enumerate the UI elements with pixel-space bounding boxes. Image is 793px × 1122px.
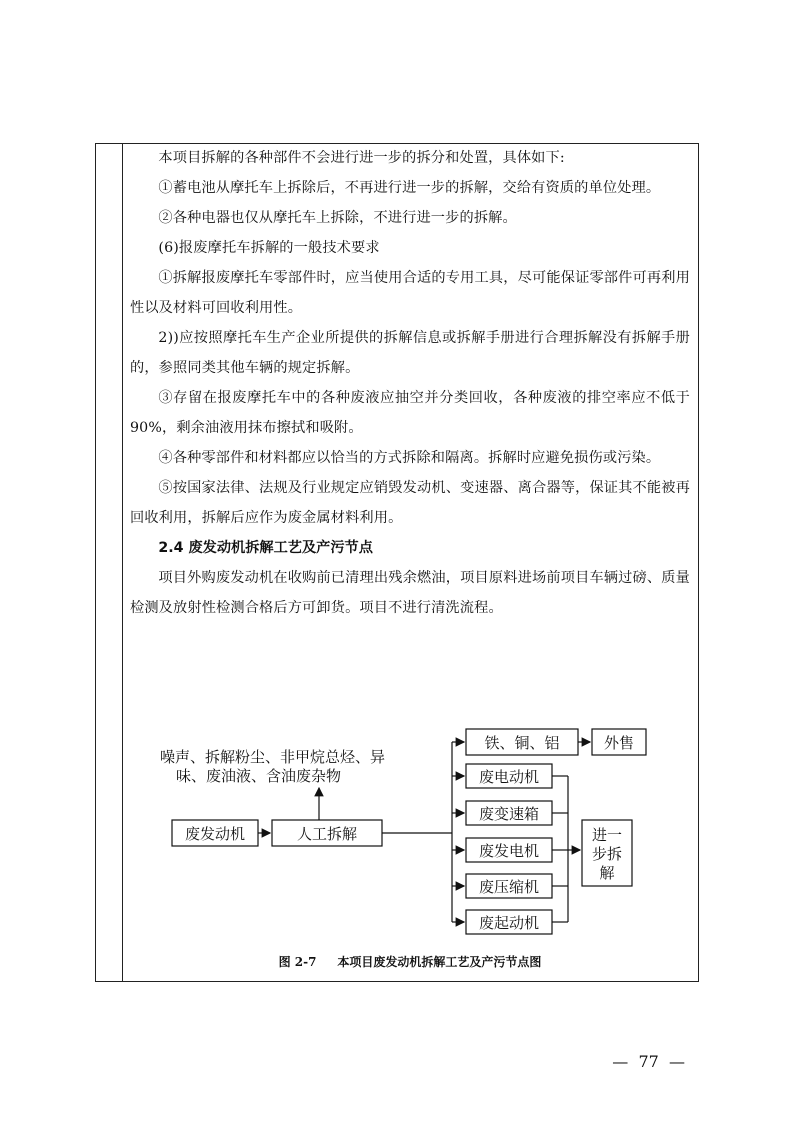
table-column-divider xyxy=(122,143,123,982)
pollutants-text-line1: 噪声、拆解粉尘、非甲烷总烃、异 xyxy=(160,748,386,766)
component-branch-5 xyxy=(452,910,552,934)
paragraph-6: 2))应按照摩托车生产企业所提供的拆解信息或拆解手册进行合理拆解没有拆解手册的，参照同类其他车辆的规定拆解。 xyxy=(130,330,690,376)
process-flow-diagram xyxy=(130,718,690,938)
component-label-5: 废起动机 xyxy=(478,914,540,932)
paragraph-4: (6)报废摩托车拆解的一般技术要求 xyxy=(158,240,380,256)
component-label-4: 废压缩机 xyxy=(478,878,540,896)
further-label-2: 步拆 xyxy=(591,845,623,863)
paragraph-9: ⑤按国家法律、法规及行业规定应销毁发动机、变速器、离合器等，保证其不能被再回收利用，拆解后应作为废金属材料利用。 xyxy=(130,480,690,526)
section-heading: 2.4 废发动机拆解工艺及产污节点 xyxy=(158,540,373,556)
document-body xyxy=(130,143,690,623)
component-branch-1 xyxy=(452,764,552,788)
further-label-3: 解 xyxy=(599,864,615,882)
paragraph-8: ④各种零部件和材料都应以恰当的方式拆除和隔离。拆解时应避免损伤或污染。 xyxy=(158,450,661,466)
component-branch-2 xyxy=(452,801,552,825)
component-branch-4 xyxy=(452,874,552,898)
paragraph-1: 本项目拆解的各种部件不会进行进一步的拆分和处置，具体如下: xyxy=(158,150,565,166)
component-branch-3 xyxy=(452,838,552,862)
pollutants-text-line2: 味、废油液、含油废杂物 xyxy=(176,767,342,785)
paragraph-3: ②各种电器也仅从摩托车上拆除，不进行进一步的拆解。 xyxy=(158,210,517,226)
sale-label: 外售 xyxy=(603,734,635,752)
component-label-1: 废电动机 xyxy=(478,768,540,786)
page-number: — 77 — xyxy=(612,1052,685,1071)
paragraph-7: ③存留在报废摩托车中的各种废液应抽空并分类回收，各种废液的排空率应不低于 90%，剩余油液用抹布擦拭和吸附。 xyxy=(130,390,690,436)
paragraph-5: ①拆解报废摩托车零部件时，应当使用合适的专用工具，尽可能保证零部件可再利用性以及材料可回收利用性。 xyxy=(130,270,690,316)
section-intro: 项目外购废发动机在收购前已清理出残余燃油，项目原料进场前项目车辆过磅、质量检测及放射性检测合格后方可卸货。项目不进行清洗流程。 xyxy=(130,570,690,616)
paragraph-2: ①蓄电池从摩托车上拆除后，不再进行进一步的拆解，交给有资质的单位处理。 xyxy=(158,180,661,196)
figure-caption: 图 2-7 本项目废发动机拆解工艺及产污节点图 xyxy=(278,955,542,969)
further-label-1: 进一 xyxy=(591,826,623,844)
process-label: 人工拆解 xyxy=(296,825,358,843)
metals-label: 铁、铜、铝 xyxy=(484,734,560,752)
component-label-3: 废发电机 xyxy=(478,842,540,860)
component-label-2: 废变速箱 xyxy=(478,805,540,823)
input-label: 废发动机 xyxy=(184,825,246,843)
